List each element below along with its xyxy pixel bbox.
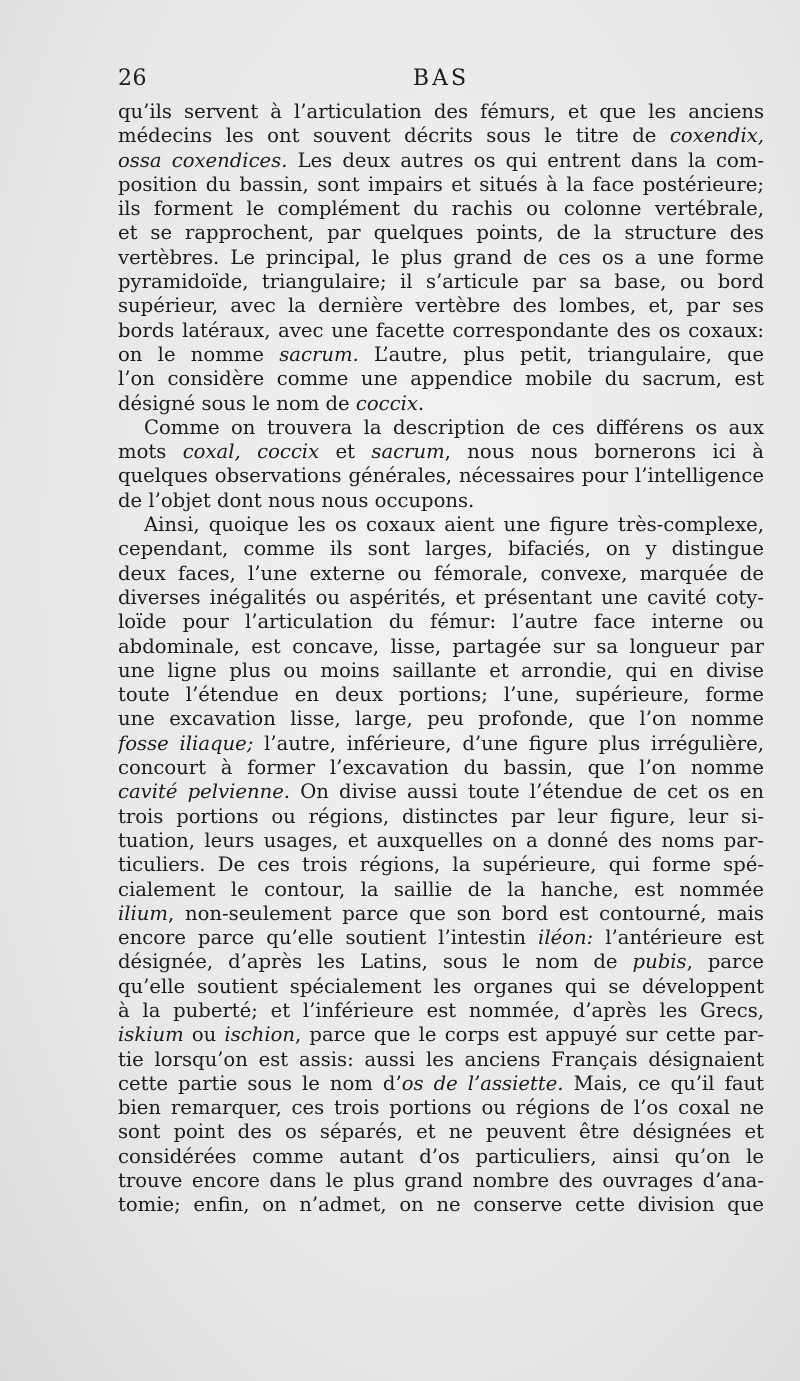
italic-term: iskium [118,1023,184,1047]
text-run: L’autre, plus petit, triangulaire, que [358,342,764,366]
text-run: cette partie sous le nom d’ [118,1071,402,1095]
text-line [118,829,764,853]
text-line [118,1193,764,1217]
text-run: à la puberté; et l’inférieure est nommée, d’après les Grecs, [118,998,764,1022]
text-line [118,416,764,440]
italic-term: ossa coxendices. [118,148,288,172]
text-line [118,902,764,926]
text-line [118,732,764,756]
text-run: bien remarquer, ces trois portions ou régions de l’os coxal ne [118,1096,764,1120]
text-run: désignée, d’après les Latins, sous le nom de [118,950,633,974]
text-run: on le nomme [118,342,280,366]
italic-term: pubis [632,950,687,974]
text-line [118,270,764,294]
text-line [118,1145,764,1169]
text-line [118,124,764,148]
text-line [118,367,764,391]
text-run: l’autre, inférieure, d’une figure plus irrégulière, [253,731,764,755]
text-line [118,149,764,173]
text-line [118,392,764,416]
text-run: de l’objet dont nous nous occupons. [118,488,475,512]
text-run: une ligne plus ou moins saillante et arrondie, qui en divise [118,658,764,682]
italic-term: sacrum [371,440,445,464]
text-run: loïde pour l’articulation du fémur: l’autre face interne ou [118,610,764,634]
text-run: Comme on trouvera la description de ces différens os aux [144,415,764,439]
text-run: tuation, leurs usages, et auxquelles on a donné des noms par- [118,828,764,852]
running-head: BAS [412,66,470,91]
text-run: ou [183,1023,225,1047]
italic-term: iléon: [538,926,594,950]
text-run: toute l’étendue en deux portions; l’une, supérieure, forme [118,683,764,707]
italic-term: os de l’assiette. [401,1071,564,1095]
text-line [118,683,764,707]
text-line [118,294,764,318]
text-run: trouve encore dans le plus grand nombre des ouvrages d’ana- [118,1169,764,1193]
italic-term: coccix [257,440,320,464]
text-run: bords latéraux, avec une facette correspondante des os coxaux: [118,318,764,342]
text-run: quelques observations générales, nécessaires pour l’intelligence [118,464,764,488]
text-run: considérées comme autant d’os particuliers, ainsi qu’on le [118,1144,764,1168]
text-run: mots [118,440,183,464]
text-run: , parce que le corps est appuyé sur cette par- [295,1023,764,1047]
text-line [118,562,764,586]
text-line [118,319,764,343]
text-line [118,586,764,610]
text-run: deux faces, l’une externe ou fémorale, convexe, marquée de [118,561,764,585]
text-line [118,513,764,537]
text-run: Ainsi, quoique les os coxaux aient une figure très-complexe, [144,513,764,537]
text-line [118,950,764,974]
text-run: l’on considère comme une appendice mobile du sacrum, est [118,367,764,391]
text-line [118,440,764,464]
text-line [118,246,764,270]
italic-term: coccix. [355,391,425,415]
italic-term: coxal, [182,440,241,464]
body-text [118,100,764,1218]
text-run: ticuliers. De ces trois régions, la supérieure, qui forme spé- [118,853,764,877]
text-line [118,975,764,999]
italic-term: ischion [224,1023,296,1047]
italic-term: ilium [118,901,168,925]
text-line [118,999,764,1023]
text-run: On divise aussi toute l’étendue de cet os en [290,780,764,804]
text-line [118,853,764,877]
text-line [118,635,764,659]
text-run: cialement le contour, la saillie de la hanche, est nommée [118,877,764,901]
text-run: désigné sous le nom de [118,391,356,415]
italic-term: cavité pelvienne. [118,780,291,804]
text-line [118,489,764,513]
text-run: sont point des os séparés, et ne peuvent être désignées et [118,1120,764,1144]
text-line [118,1120,764,1144]
text-line [118,173,764,197]
text-run: qu’ils servent à l’articulation des fémurs, et que les anciens [118,100,764,123]
text-line [118,1023,764,1047]
text-run: Mais, ce qu’il faut [563,1071,764,1095]
page-number: 26 [118,66,147,91]
text-run: concourt à former l’excavation du bassin, que l’on nomme [118,756,764,780]
text-run: abdominale, est concave, lisse, partagée sur sa longueur par [118,634,764,658]
text-line [118,197,764,221]
text-run: , nous nous bornerons ici à [444,440,764,464]
text-run: Les deux autres os qui entrent dans la com- [287,148,764,172]
text-run: et se rapprochent, par quelques points, de la structure des [118,221,764,245]
text-run: , non-seulement parce que son bord est contourné, mais [168,901,764,925]
text-run: et [319,440,372,464]
text-line [118,464,764,488]
text-run: tomie; enfin, on n’admet, on ne conserve cette division que [118,1193,764,1217]
text-run: l’antérieure est [593,926,764,950]
text-run: qu’elle soutient spécialement les organes qui se développent [118,974,764,998]
text-line [118,1169,764,1193]
text-run: une excavation lisse, large, peu profonde, que l’on nomme [118,707,764,731]
text-line [118,659,764,683]
text-line [118,756,764,780]
text-line [118,100,764,124]
text-run: encore parce qu’elle soutient l’intestin [118,926,539,950]
italic-term: fosse iliaque; [118,731,254,755]
text-line [118,1072,764,1096]
text-run: supérieur, avec la dernière vertèbre des lombes, et, par ses [118,294,764,318]
text-line [118,926,764,950]
page-header [118,66,764,94]
text-run: diverses inégalités ou aspérités, et présentant une cavité coty- [118,585,764,609]
text-line [118,780,764,804]
text-line [118,610,764,634]
text-run: , parce [686,950,764,974]
text-line [118,537,764,561]
text-run: position du bassin, sont impairs et situés à la face postérieure; [118,172,764,196]
text-line [118,1048,764,1072]
italic-term: coxendix, [669,124,764,148]
text-line [118,221,764,245]
text-run: ils forment le complément du rachis ou colonne vertébrale, [118,197,764,221]
text-line [118,343,764,367]
text-run: cependant, comme ils sont larges, bifaciés, on y distingue [118,537,764,561]
text-line [118,805,764,829]
text-run: pyramidoïde, triangulaire; il s’articule par sa base, ou bord [118,270,764,294]
text-run [241,440,257,463]
text-run: vertèbres. Le principal, le plus grand de ces os a une forme [118,245,764,269]
text-line [118,1096,764,1120]
text-run: trois portions ou régions, distinctes par leur figure, leur si- [118,804,764,828]
text-run: tie lorsqu’on est assis: aussi les anciens Français désignaient [118,1047,764,1071]
text-line [118,707,764,731]
italic-term: sacrum. [279,342,359,366]
text-line [118,878,764,902]
text-run: médecins les ont souvent décrits sous le titre de [118,124,670,148]
